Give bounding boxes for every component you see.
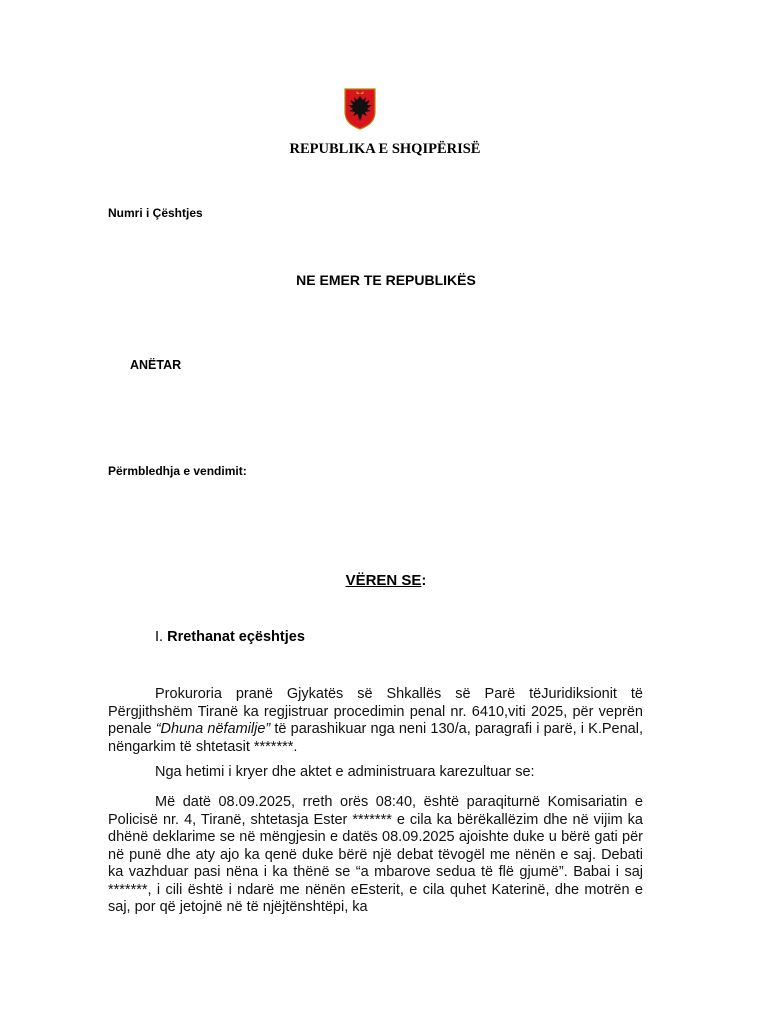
paragraph-1-end: të parashikuar nga neni 130/a, paragrafi i parë, i K.Penal, nëngarkim të shtetasit *******. — [108, 721, 643, 755]
paragraph-2-text: Nga hetimi i kryer dhe aktet e administruara karezultuar se: — [155, 764, 535, 780]
paragraph-investigation — [108, 764, 643, 782]
paragraph-facts — [108, 794, 643, 917]
document-heading: NE EMER TE REPUBLIKËS — [296, 272, 476, 288]
sees-heading-text: VËREN SE — [345, 572, 422, 589]
paragraph-3-text: Më datë 08.09.2025, rreth orës 08:40, është paraqiturnë Komisariatin e Policisë nr. 4, Tiranë, shtetasja Ester ******* e cila ka bërëkallëzim dhe në vijim ka dhënë deklarime se në mëngjesin e datës 08.09.2025 ajoishte duke u bërë gati për në punë dhe aty ajo ka qenë duke bërë një debat tëvogël me nënën e saj. Debati ka vazhduar pasi nëna i ka thënë se “a mbarove sedua të flë gjumë”. Babai i saj *******, i cili është i ndarë me nënën eEsterit, e cila quhet Katerinë, dhe motrën e saj, por që jetojnë në të njëjtënshtëpi, ka — [108, 794, 643, 915]
republic-title: REPUBLIKA E SHQIPËRISË — [289, 141, 481, 157]
sees-heading — [0, 572, 768, 589]
offense-name: “Dhuna nëfamilje” — [155, 721, 271, 737]
section-number: I. — [155, 629, 168, 645]
sees-heading-colon: : — [421, 572, 427, 589]
paragraph-prosecution — [108, 686, 643, 756]
section-title-text: Rrethanat eçështjes — [167, 629, 305, 645]
paragraph-1-start: Prokuroria pranë Gjykatës së Shkallës së Parë tëJuridiksionit të Përgjithshëm Tiranë ka regjistruar procedimin penal nr. 6410,viti 2025, për veprën penale — [108, 686, 643, 737]
case-number-label: Numri i Çështjes — [108, 206, 203, 220]
decision-summary-label: Përmbledhja e vendimit: — [108, 464, 247, 478]
albanian-coat-of-arms-icon — [343, 88, 377, 130]
members-label: ANËTAR — [130, 358, 182, 372]
section-title — [155, 629, 305, 645]
